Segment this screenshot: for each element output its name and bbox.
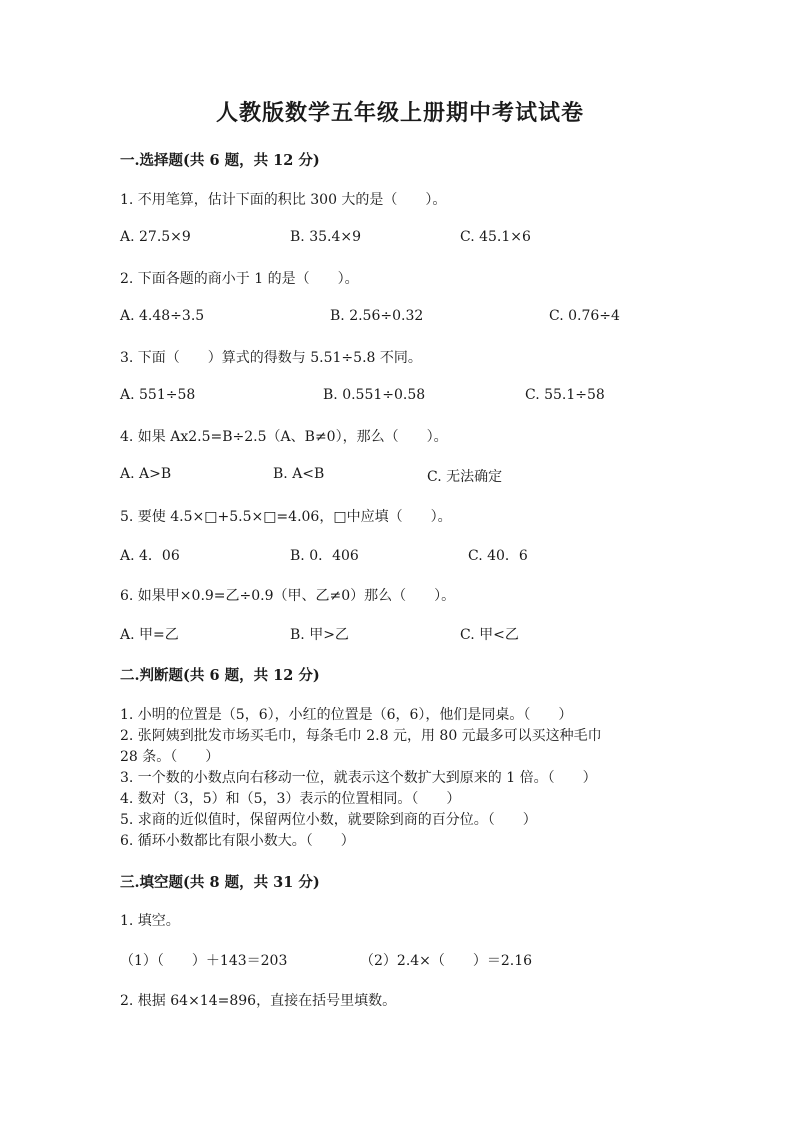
judgment-item: 3. 一个数的小数点向右移动一位，就表示这个数扩大到原来的 1 倍。（ ） xyxy=(120,770,597,786)
option-c: C. 甲<乙 xyxy=(460,627,519,643)
question-stem: 2. 下面各题的商小于 1 的是（ ）。 xyxy=(120,271,359,287)
judgment-item: 2. 张阿姨到批发市场买毛巾，每条毛巾 2.8 元，用 80 元最多可以买这种毛巾 xyxy=(120,728,602,744)
judgment-item: 4. 数对（3，5）和（5，3）表示的位置相同。（ ） xyxy=(120,791,461,807)
judgment-item: 1. 小明的位置是（5，6），小红的位置是（6，6），他们是同桌。（ ） xyxy=(120,707,573,723)
question-stem: 5. 要使 4.5×□+5.5×□=4.06，□中应填（ ）。 xyxy=(120,509,452,525)
judgment-item-continued: 28 条。（ ） xyxy=(120,749,220,765)
option-b: B. 0.551÷0.58 xyxy=(323,387,426,403)
page-title: 人教版数学五年级上册期中考试试卷 xyxy=(215,100,584,126)
section-heading-judgment: 二.判断题(共 6 题，共 12 分) xyxy=(120,667,320,684)
option-c: C. 无法确定 xyxy=(427,469,503,485)
option-a: A. 27.5×9 xyxy=(120,229,191,245)
option-a: A. 4.48÷3.5 xyxy=(120,308,205,324)
option-b: B. 甲>乙 xyxy=(290,627,349,643)
option-c: C. 45.1×6 xyxy=(460,229,531,245)
option-b: B. 0．406 xyxy=(290,548,359,564)
fill-part-2: （2）2.4×（ ）＝2.16 xyxy=(360,953,533,969)
option-a: A. 4．06 xyxy=(120,548,180,564)
option-c: C. 55.1÷58 xyxy=(525,387,605,403)
option-c: C. 40．6 xyxy=(468,548,528,564)
question-stem: 1. 不用笔算，估计下面的积比 300 大的是（ ）。 xyxy=(120,192,447,208)
question-stem: 1. 填空。 xyxy=(120,913,180,929)
option-a: A. 551÷58 xyxy=(120,387,196,403)
section-heading-choice: 一.选择题(共 6 题，共 12 分) xyxy=(120,152,320,169)
question-stem: 3. 下面（ ）算式的得数与 5.51÷5.8 不同。 xyxy=(120,350,422,366)
question-stem: 6. 如果甲×0.9=乙÷0.9（甲、乙≠0）那么（ ）。 xyxy=(120,588,456,604)
judgment-item: 5. 求商的近似值时，保留两位小数，就要除到商的百分位。（ ） xyxy=(120,812,537,828)
option-c: C. 0.76÷4 xyxy=(549,308,620,324)
section-heading-fill: 三.填空题(共 8 题，共 31 分) xyxy=(120,874,320,891)
question-stem: 4. 如果 Ax2.5=B÷2.5（A、B≠0），那么（ ）。 xyxy=(120,429,448,445)
option-a: A. A>B xyxy=(120,466,172,482)
question-stem: 2. 根据 64×14=896，直接在括号里填数。 xyxy=(120,993,397,1009)
option-b: B. 35.4×9 xyxy=(290,229,361,245)
option-a: A. 甲=乙 xyxy=(120,627,179,643)
option-b: B. 2.56÷0.32 xyxy=(330,308,424,324)
fill-part-1: （1）（ ）＋143＝203 xyxy=(120,953,288,969)
judgment-item: 6. 循环小数都比有限小数大。（ ） xyxy=(120,833,355,849)
option-b: B. A<B xyxy=(273,466,325,482)
